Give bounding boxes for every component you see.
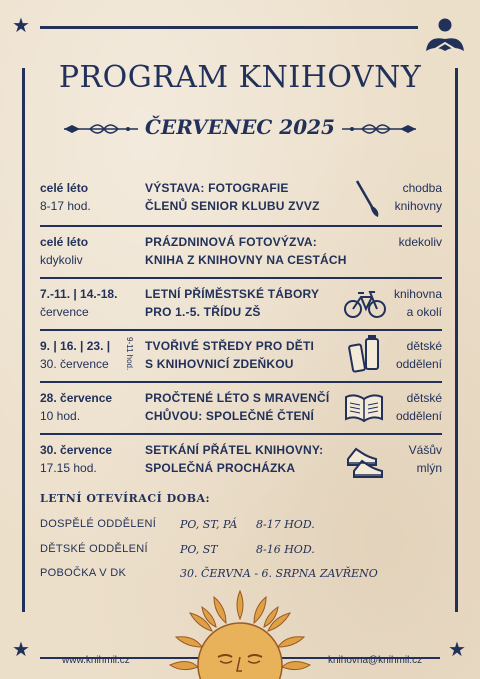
opening-hours-row — [40, 567, 420, 585]
event-place-line2: oddělení — [395, 409, 442, 423]
star-icon: ★ — [448, 639, 466, 661]
event-time: 17.15 hod. — [40, 461, 97, 475]
event-extra-time: 9-11 hod. — [125, 337, 134, 371]
event-row — [40, 381, 442, 433]
event-row — [40, 433, 442, 485]
hours-days: 30. ČERVNA - 6. SRPNA ZAVŘENO — [180, 567, 378, 580]
events-list — [40, 173, 442, 485]
event-row — [40, 277, 442, 329]
event-place-line1: dětské — [406, 339, 442, 353]
event-place-line2: oddělení — [395, 357, 442, 371]
star-icon: ★ — [12, 639, 30, 661]
event-date: 7.-11. | 14.-18. — [40, 287, 118, 301]
event-place-line2: mlýn — [416, 461, 442, 475]
event-title-line1: LETNÍ PŘÍMĚSTSKÉ TÁBORY — [145, 287, 320, 301]
bicycle-icon — [344, 289, 386, 319]
footer-website[interactable]: www.knihmil.cz — [62, 655, 130, 666]
event-date: celé léto — [40, 181, 89, 195]
event-row — [40, 173, 442, 225]
event-time: července — [40, 305, 89, 319]
frame-line-top — [40, 26, 418, 29]
event-place-line1: knihovna — [393, 287, 442, 301]
event-title-line2: CHŮVOU: SPOLEČNÉ ČTENÍ — [145, 409, 315, 423]
event-date: 28. července — [40, 391, 113, 405]
event-row — [40, 225, 442, 277]
library-logo-icon — [424, 17, 466, 55]
event-time: kdykoliv — [40, 253, 83, 267]
event-title-line2: ČLENŮ SENIOR KLUBU ZVVZ — [145, 199, 320, 213]
event-place-line2: knihovny — [394, 199, 442, 213]
event-title-line1: PROČTENÉ LÉTO S MRAVENČÍ — [145, 391, 330, 405]
paint-tubes-icon — [348, 335, 382, 377]
event-row — [40, 329, 442, 381]
opening-hours-row — [40, 543, 420, 561]
page-subtitle: ČERVENEC 2025 — [145, 115, 335, 139]
event-title-line1: TVOŘIVÉ STŘEDY PRO DĚTI — [145, 339, 315, 353]
event-date: celé léto — [40, 235, 89, 249]
event-title-line1: SETKÁNÍ PŘÁTEL KNIHOVNY: — [145, 443, 324, 457]
star-icon: ★ — [12, 15, 30, 37]
hours-time: 8-17 HOD. — [256, 518, 315, 531]
open-book-icon — [344, 393, 384, 423]
event-place-line1: Vášův — [408, 443, 442, 457]
frame-line-left — [22, 68, 25, 612]
event-time: 30. července — [40, 357, 109, 371]
event-title-line2: SPOLEČNÁ PROCHÁZKA — [145, 461, 296, 475]
event-title-line2: KNIHA Z KNIHOVNY NA CESTÁCH — [145, 253, 347, 267]
event-title-line2: S KNIHOVNICÍ ZDEŇKOU — [145, 357, 294, 371]
sun-illustration-icon — [160, 585, 320, 679]
event-place-line2: a okolí — [406, 305, 442, 319]
page-title: PROGRAM KNIHOVNY — [58, 60, 422, 95]
hours-label: DĚTSKÉ ODDĚLENÍ — [40, 543, 148, 555]
event-time: 10 hod. — [40, 409, 81, 423]
event-title-line1: PRÁZDNINOVÁ FOTOVÝZVA: — [145, 235, 317, 249]
event-date: 30. července — [40, 443, 113, 457]
event-place-line1: kdekoliv — [398, 235, 442, 249]
sneakers-icon — [346, 441, 384, 479]
event-time: 8-17 hod. — [40, 199, 91, 213]
hours-days: PO, ST, PÁ — [180, 518, 238, 531]
opening-hours-row — [40, 518, 420, 536]
paintbrush-icon — [352, 179, 382, 219]
footer-email[interactable]: knihovna@knihmil.cz — [328, 655, 423, 666]
hours-days: PO, ST — [180, 543, 218, 556]
ornament-right-icon — [342, 121, 416, 137]
event-place-line1: dětské — [406, 391, 442, 405]
event-title-line1: VÝSTAVA: FOTOGRAFIE — [145, 181, 289, 195]
hours-label: DOSPĚLÉ ODDĚLENÍ — [40, 518, 157, 530]
event-title-line2: PRO 1.-5. TŘÍDU ZŠ — [145, 305, 261, 319]
hours-label: POBOČKA V DK — [40, 567, 127, 579]
opening-hours-title: LETNÍ OTEVÍRACÍ DOBA: — [40, 492, 211, 505]
event-place-line1: chodba — [402, 181, 442, 195]
frame-line-right — [455, 68, 458, 612]
subtitle-row — [60, 115, 420, 145]
event-date: 9. | 16. | 23. | — [40, 339, 111, 353]
hours-time: 8-16 HOD. — [256, 543, 315, 556]
